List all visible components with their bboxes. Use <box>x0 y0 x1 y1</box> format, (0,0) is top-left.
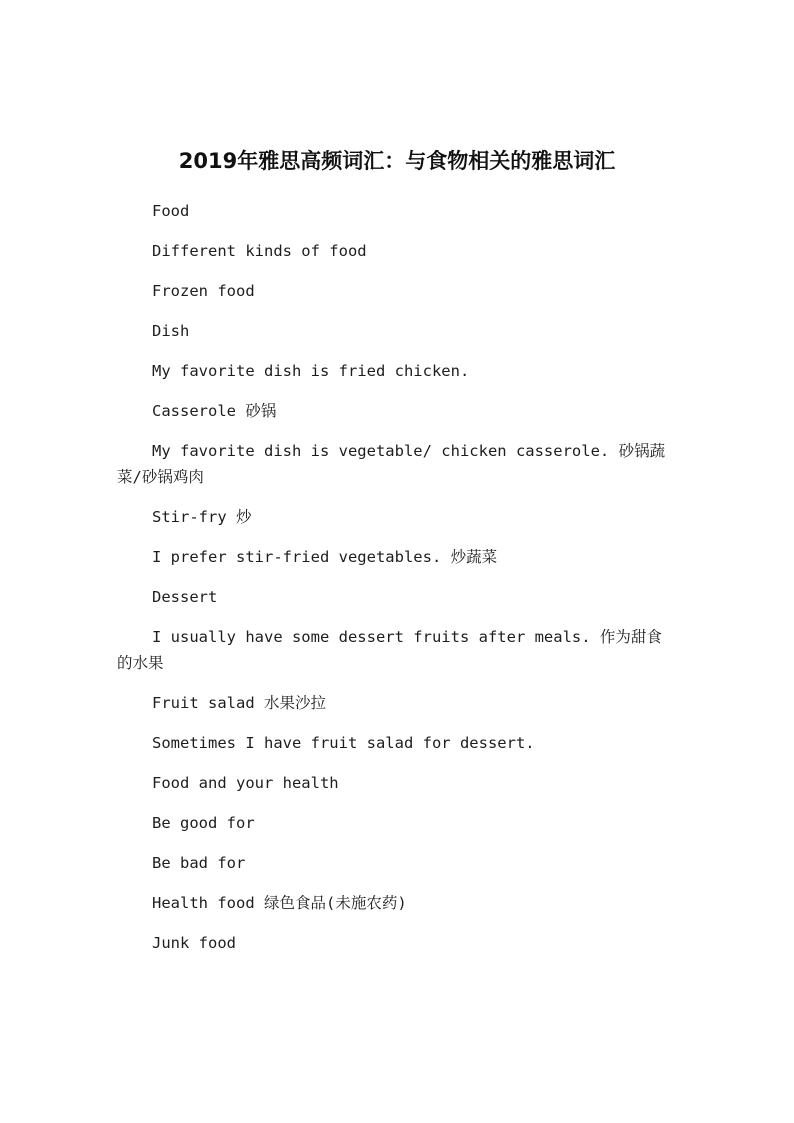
paragraph: Dish <box>152 322 190 340</box>
document-title: 2019年雅思高频词汇：与食物相关的雅思词汇 <box>178 149 616 173</box>
paragraph: Stir-fry 炒 <box>152 508 252 526</box>
paragraph: Food <box>152 202 190 220</box>
paragraph: Be bad for <box>152 854 246 872</box>
paragraph: I usually have some dessert fruits after meals. 作为甜食的水果 <box>117 628 662 672</box>
paragraph: Frozen food <box>152 282 255 300</box>
paragraph: Different kinds of food <box>152 242 367 260</box>
paragraph: Health food 绿色食品(未施农药) <box>152 894 407 912</box>
paragraph: Dessert <box>152 588 218 606</box>
paragraph: Sometimes I have fruit salad for dessert. <box>152 734 535 752</box>
paragraph: Be good for <box>152 814 255 832</box>
paragraph: Fruit salad 水果沙拉 <box>152 694 326 712</box>
paragraph: Casserole 砂锅 <box>152 402 277 420</box>
paragraph: My favorite dish is vegetable/ chicken casserole. 砂锅蔬菜/砂锅鸡肉 <box>117 442 666 486</box>
paragraph: I prefer stir-fried vegetables. 炒蔬菜 <box>152 548 498 566</box>
paragraph: My favorite dish is fried chicken. <box>152 362 470 380</box>
paragraph: Food and your health <box>152 774 339 792</box>
paragraph: Junk food <box>152 934 236 952</box>
document-body <box>117 198 667 970</box>
